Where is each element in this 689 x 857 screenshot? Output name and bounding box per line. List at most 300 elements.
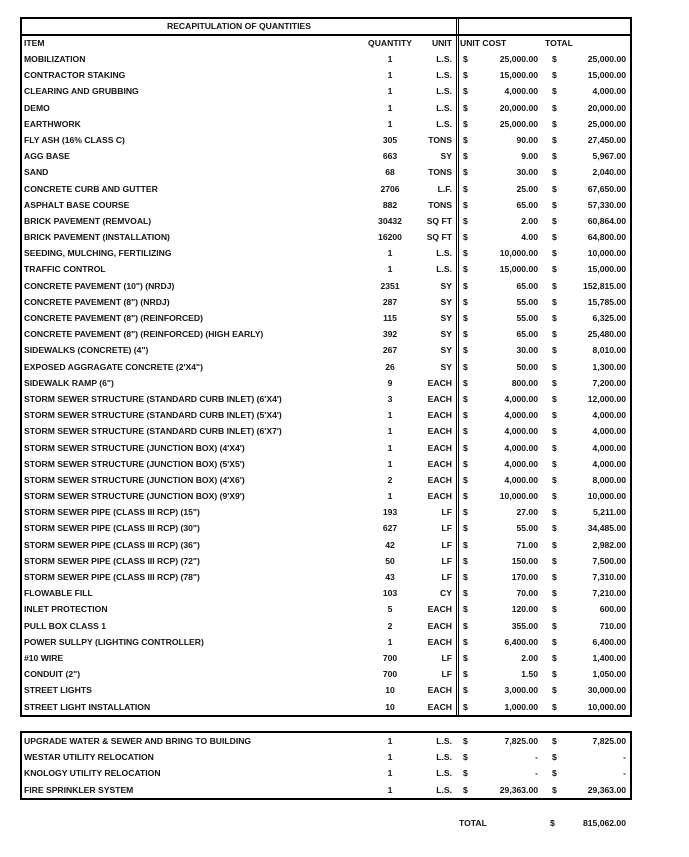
unit-cost-cell: 55.00 (516, 296, 538, 307)
unit-cell: SQ FT (426, 232, 452, 243)
unit-cell: L.S. (436, 102, 452, 113)
unit-cell: LF (441, 507, 452, 518)
total-currency: $ (552, 199, 557, 210)
unit-cost-cell: 2.00 (521, 215, 538, 226)
total-currency: $ (552, 86, 557, 97)
unit-cost-cell: 4,000.00 (504, 426, 538, 437)
total-cell: 5,211.00 (593, 507, 626, 518)
total-cell: 710.00 (599, 620, 626, 631)
quantity-cell: 1 (387, 410, 393, 421)
unit-cost-cell: 170.00 (511, 572, 538, 582)
header-quantity: QUANTITY (368, 38, 412, 48)
unit-cell: EACH (427, 442, 452, 453)
table-row (22, 440, 630, 456)
unit-cost-currency: $ (463, 134, 468, 145)
quantity-cell: 2706 (380, 183, 400, 194)
item-cell: CONCRETE PAVEMENT (8") (REINFORCED) (24, 313, 203, 323)
total-cell: 1,050.00 (592, 669, 626, 680)
unit-cell: L.F. (437, 183, 452, 194)
unit-cell: TONS (428, 167, 452, 178)
unit-cell: SY (440, 345, 452, 356)
unit-cell: LF (441, 669, 452, 680)
quantity-cell: 1 (387, 264, 393, 275)
total-currency: $ (552, 652, 557, 663)
unit-cell: EACH (427, 458, 452, 469)
quantity-cell: 287 (382, 296, 398, 307)
quantity-cell: 9 (387, 377, 393, 388)
unit-cost-cell: 29,363.00 (499, 784, 538, 795)
total-currency: $ (552, 426, 557, 437)
unit-cost-currency: $ (463, 555, 468, 566)
item-cell: STREET LIGHT INSTALLATION (24, 701, 151, 712)
quantity-cell: 43 (385, 572, 395, 582)
unit-cost-cell: 7,825.00 (504, 736, 538, 746)
total-cell: 7,500.00 (592, 555, 626, 566)
total-currency: $ (552, 377, 557, 388)
table-row (22, 278, 630, 294)
table-body (22, 51, 630, 715)
unit-cost-currency: $ (463, 118, 468, 129)
table-row (22, 51, 630, 67)
table-row (22, 569, 630, 585)
grand-total-currency: $ (550, 818, 555, 828)
unit-cost-currency: $ (463, 215, 468, 226)
total-currency: $ (552, 784, 557, 795)
total-cell: 5,967.00 (592, 151, 626, 162)
unit-cost-currency: $ (463, 377, 468, 388)
total-currency: $ (552, 361, 557, 372)
unit-cost-currency: $ (463, 523, 468, 534)
quantity-cell: 1 (387, 491, 393, 502)
table-row (22, 504, 630, 520)
table-row (22, 132, 630, 148)
quantity-cell: 3 (387, 393, 393, 404)
unit-cell: SY (440, 329, 452, 340)
unit-cell: L.S. (436, 752, 452, 763)
unit-cell: SY (440, 296, 452, 307)
table-row (22, 197, 630, 213)
unit-cost-cell: 65.00 (516, 329, 538, 340)
total-currency: $ (552, 539, 557, 550)
quantity-cell: 10 (385, 685, 395, 696)
total-currency: $ (552, 636, 557, 647)
unit-cost-cell: 4,000.00 (504, 86, 538, 97)
unit-cost-currency: $ (463, 70, 468, 81)
total-currency: $ (552, 183, 557, 194)
unit-cell: L.S. (436, 736, 452, 746)
unit-cost-cell: 800.00 (511, 377, 538, 388)
quantity-cell: 1 (387, 784, 393, 795)
header-item: ITEM (24, 38, 45, 48)
total-currency: $ (552, 393, 557, 404)
table-row (22, 181, 630, 197)
total-currency: $ (552, 329, 557, 340)
unit-cost-currency: $ (463, 393, 468, 404)
total-cell: 10,000.00 (587, 248, 626, 259)
unit-cell: EACH (427, 620, 452, 631)
unit-cost-currency: $ (463, 313, 468, 323)
quantity-cell: 1 (387, 54, 393, 64)
unit-cost-currency: $ (463, 442, 468, 453)
unit-cell: EACH (427, 701, 452, 712)
unit-cost-currency: $ (463, 701, 468, 712)
unit-cost-currency: $ (463, 636, 468, 647)
table-row (22, 342, 630, 358)
total-currency: $ (552, 264, 557, 275)
unit-cell: SY (440, 280, 452, 291)
quantity-cell: 1 (387, 752, 393, 763)
quantity-cell: 1 (387, 768, 393, 779)
total-currency: $ (552, 232, 557, 243)
unit-cost-currency: $ (463, 345, 468, 356)
table-row (22, 634, 630, 650)
item-cell: STORM SEWER STRUCTURE (STANDARD CURB INLET) (5'X4') (24, 410, 282, 421)
quantity-cell: 42 (385, 539, 395, 550)
quantity-cell: 882 (382, 199, 398, 210)
unit-cost-cell: 30.00 (516, 167, 538, 178)
total-currency: $ (552, 313, 557, 323)
total-cell: 600.00 (599, 604, 626, 615)
unit-cost-currency: $ (463, 296, 468, 307)
table-row (22, 650, 630, 666)
item-cell: SIDEWALKS (CONCRETE) (4") (24, 345, 149, 356)
unit-cost-currency: $ (463, 768, 468, 779)
total-currency: $ (552, 474, 557, 485)
item-cell: EXPOSED AGGRAGATE CONCRETE (2'X4") (24, 361, 203, 372)
unit-cost-cell: 25.00 (516, 183, 538, 194)
unit-cost-currency: $ (463, 685, 468, 696)
unit-cost-cell: 65.00 (516, 199, 538, 210)
unit-cost-cell: 120.00 (511, 604, 538, 615)
item-cell: BRICK PAVEMENT (INSTALLATION) (24, 232, 170, 243)
item-cell: FIRE SPRINKLER SYSTEM (24, 784, 134, 795)
total-cell: 7,200.00 (592, 377, 626, 388)
table-row (22, 310, 630, 326)
unit-cost-cell: 55.00 (516, 313, 538, 323)
total-cell: 4,000.00 (592, 458, 626, 469)
total-currency: $ (552, 102, 557, 113)
quantity-cell: 1 (387, 458, 393, 469)
unit-cost-cell: 355.00 (511, 620, 538, 631)
unit-cell: LF (441, 523, 452, 534)
unit-cost-cell: 2.00 (521, 652, 538, 663)
unit-cost-cell: 10,000.00 (499, 248, 538, 259)
total-cell: 8,010.00 (592, 345, 626, 356)
table-row (22, 100, 630, 116)
total-cell: 15,000.00 (587, 264, 626, 275)
unit-cost-currency: $ (463, 652, 468, 663)
quantity-cell: 103 (382, 588, 398, 599)
total-currency: $ (552, 345, 557, 356)
table-row (22, 229, 630, 245)
item-cell: STORM SEWER PIPE (CLASS III RCP) (15") (24, 507, 200, 518)
item-cell: STORM SEWER PIPE (CLASS III RCP) (78") (24, 572, 200, 582)
unit-cost-cell: 1.50 (521, 669, 538, 680)
total-currency: $ (552, 248, 557, 259)
unit-cost-cell: 15,000.00 (499, 70, 538, 81)
unit-cost-currency: $ (463, 539, 468, 550)
item-cell: SAND (24, 167, 49, 178)
table-row (22, 585, 630, 601)
item-cell: TRAFFIC CONTROL (24, 264, 106, 275)
table-row (22, 601, 630, 617)
unit-cell: SY (440, 313, 452, 323)
item-cell: FLY ASH (16% CLASS C) (24, 134, 125, 145)
table-row (22, 245, 630, 261)
total-currency: $ (552, 215, 557, 226)
table-row (22, 148, 630, 164)
quantity-cell: 2 (387, 620, 393, 631)
unit-cost-cell: 1,000.00 (504, 701, 538, 712)
total-currency: $ (552, 296, 557, 307)
table-row (22, 326, 630, 342)
quantity-cell: 627 (382, 523, 398, 534)
unit-cost-currency: $ (463, 199, 468, 210)
unit-cost-currency: $ (463, 507, 468, 518)
unit-cost-currency: $ (463, 280, 468, 291)
quantity-cell: 700 (382, 669, 398, 680)
item-cell: CONCRETE PAVEMENT (8") (REINFORCED) (HIGH EARLY) (24, 329, 264, 340)
table-row (22, 553, 630, 569)
unit-cost-cell: 4,000.00 (504, 474, 538, 485)
total-cell: 6,400.00 (592, 636, 626, 647)
header-total: TOTAL (545, 38, 573, 48)
quantity-cell: 1 (387, 736, 393, 746)
item-cell: WESTAR UTILITY RELOCATION (24, 752, 154, 763)
quantity-cell: 30432 (378, 215, 402, 226)
quantity-cell: 26 (385, 361, 395, 372)
unit-cost-cell: 4,000.00 (504, 458, 538, 469)
unit-cost-cell: 71.00 (516, 539, 538, 550)
item-cell: CONCRETE PAVEMENT (8") (NRDJ) (24, 296, 170, 307)
table-row (22, 682, 630, 698)
item-cell: MOBILIZATION (24, 54, 86, 64)
total-currency: $ (552, 685, 557, 696)
quantity-cell: 1 (387, 70, 393, 81)
title-row (22, 19, 630, 36)
unit-cost-cell: 4.00 (521, 232, 538, 243)
unit-cost-cell: 25,000.00 (499, 118, 538, 129)
unit-cost-cell: 15,000.00 (499, 264, 538, 275)
item-cell: ASPHALT BASE COURSE (24, 199, 130, 210)
total-currency: $ (552, 491, 557, 502)
item-cell: EARTHWORK (24, 118, 81, 129)
total-currency: $ (552, 736, 557, 746)
total-cell: 34,485.00 (587, 523, 626, 534)
quantity-cell: 68 (385, 167, 395, 178)
unit-cost-currency: $ (463, 232, 468, 243)
total-currency: $ (552, 572, 557, 582)
total-cell: 8,000.00 (592, 474, 626, 485)
total-cell: 10,000.00 (587, 701, 626, 712)
total-currency: $ (552, 458, 557, 469)
total-currency: $ (552, 507, 557, 518)
total-cell: - (623, 752, 626, 763)
unit-cell: L.S. (436, 54, 452, 64)
unit-cost-currency: $ (463, 426, 468, 437)
total-cell: 4,000.00 (592, 410, 626, 421)
unit-cost-currency: $ (463, 183, 468, 194)
item-cell: UPGRADE WATER & SEWER AND BRING TO BUILDING (24, 736, 252, 746)
unit-cost-cell: 27.00 (516, 507, 538, 518)
quantity-cell: 1 (387, 86, 393, 97)
item-cell: STORM SEWER STRUCTURE (JUNCTION BOX) (5'X5') (24, 458, 245, 469)
total-currency: $ (552, 410, 557, 421)
item-cell: BRICK PAVEMENT (REMVOAL) (24, 215, 152, 226)
unit-cost-cell: 150.00 (511, 555, 538, 566)
total-cell: 6,325.00 (592, 313, 626, 323)
item-cell: STORM SEWER STRUCTURE (JUNCTION BOX) (4'X6') (24, 474, 245, 485)
unit-cell: L.S. (436, 264, 452, 275)
unit-cell: EACH (427, 491, 452, 502)
total-cell: 7,210.00 (592, 588, 626, 599)
item-cell: SEEDING, MULCHING, FERTILIZING (24, 248, 172, 259)
total-currency: $ (552, 669, 557, 680)
unit-cost-cell: 9.00 (521, 151, 538, 162)
total-currency: $ (552, 752, 557, 763)
unit-cell: L.S. (436, 86, 452, 97)
unit-cell: LF (441, 555, 452, 566)
unit-cost-currency: $ (463, 588, 468, 599)
unit-cost-cell: 3,000.00 (504, 685, 538, 696)
unit-cost-currency: $ (463, 264, 468, 275)
additional-items-table (20, 731, 632, 800)
table-row (22, 407, 630, 423)
unit-cost-cell: - (535, 752, 538, 763)
unit-cost-cell: 20,000.00 (499, 102, 538, 113)
quantity-cell: 2 (387, 474, 393, 485)
quantity-cell: 392 (382, 329, 398, 340)
item-cell: DEMO (24, 102, 50, 113)
table-row (22, 488, 630, 504)
item-cell: SIDEWALK RAMP (6") (24, 377, 114, 388)
total-cell: 7,825.00 (592, 736, 626, 746)
total-currency: $ (552, 442, 557, 453)
total-cell: 4,000.00 (592, 442, 626, 453)
unit-cost-currency: $ (463, 784, 468, 795)
total-cell: 67,650.00 (587, 183, 626, 194)
total-cell: 12,000.00 (587, 393, 626, 404)
quantity-cell: 193 (382, 507, 398, 518)
table-row (22, 456, 630, 472)
quantity-cell: 1 (387, 102, 393, 113)
quantity-cell: 663 (382, 151, 398, 162)
unit-cost-currency: $ (463, 572, 468, 582)
table-row (22, 294, 630, 310)
item-cell: CONCRETE PAVEMENT (10") (NRDJ) (24, 280, 175, 291)
total-currency: $ (552, 604, 557, 615)
quantity-cell: 115 (383, 313, 397, 323)
table-row (22, 699, 630, 715)
grand-total-value: 815,062.00 (582, 818, 626, 828)
unit-cost-cell: 4,000.00 (504, 393, 538, 404)
unit-cost-currency: $ (463, 669, 468, 680)
item-cell: STORM SEWER STRUCTURE (JUNCTION BOX) (4'X4') (24, 442, 245, 453)
total-cell: 7,310.00 (592, 572, 626, 582)
total-currency: $ (552, 54, 557, 64)
unit-cell: SY (440, 151, 452, 162)
table-row (22, 537, 630, 553)
total-currency: $ (552, 167, 557, 178)
total-cell: 60,864.00 (587, 215, 626, 226)
item-cell: #10 WIRE (24, 652, 64, 663)
table-row (22, 782, 630, 798)
table-row (22, 359, 630, 375)
unit-cost-currency: $ (463, 361, 468, 372)
unit-cost-cell: 90.00 (516, 134, 538, 145)
unit-cell: LF (441, 539, 452, 550)
item-cell: STORM SEWER STRUCTURE (STANDARD CURB INLET) (6'X4') (24, 393, 282, 404)
total-cell: 30,000.00 (587, 685, 626, 696)
grand-total-label: TOTAL (459, 818, 487, 828)
table-row (22, 391, 630, 407)
table-row (22, 749, 630, 765)
quantity-cell: 305 (382, 134, 398, 145)
unit-cost-cell: 50.00 (516, 361, 538, 372)
item-cell: CONDUIT (2") (24, 669, 81, 680)
item-cell: FLOWABLE FILL (24, 588, 93, 599)
unit-cost-currency: $ (463, 458, 468, 469)
unit-cost-cell: - (535, 768, 538, 779)
table-row (22, 261, 630, 277)
unit-cell: SY (440, 361, 452, 372)
unit-cell: TONS (428, 199, 452, 210)
unit-cell: L.S. (436, 70, 452, 81)
header-row (22, 36, 630, 51)
unit-cell: EACH (427, 410, 452, 421)
unit-cell: EACH (427, 604, 452, 615)
item-cell: CLEARING AND GRUBBING (24, 86, 139, 97)
total-cell: 64,800.00 (587, 232, 626, 243)
table-row (22, 472, 630, 488)
unit-cost-currency: $ (463, 54, 468, 64)
unit-cost-currency: $ (463, 102, 468, 113)
table-row (22, 666, 630, 682)
total-cell: 4,000.00 (592, 86, 626, 97)
unit-cost-currency: $ (463, 86, 468, 97)
item-cell: STORM SEWER PIPE (CLASS III RCP) (72") (24, 555, 200, 566)
quantity-cell: 1 (387, 442, 393, 453)
item-cell: INLET PROTECTION (24, 604, 108, 615)
unit-cost-cell: 25,000.00 (499, 54, 538, 64)
item-cell: STORM SEWER PIPE (CLASS III RCP) (36") (24, 539, 200, 550)
total-currency: $ (552, 280, 557, 291)
total-cell: 29,363.00 (587, 784, 626, 795)
total-currency: $ (552, 588, 557, 599)
item-cell: STORM SEWER PIPE (CLASS III RCP) (30") (24, 523, 200, 534)
additional-items-body (22, 733, 630, 798)
unit-cell: EACH (427, 377, 452, 388)
quantity-cell: 700 (382, 652, 398, 663)
quantity-cell: 1 (387, 118, 393, 129)
total-cell: 4,000.00 (592, 426, 626, 437)
unit-cost-currency: $ (463, 248, 468, 259)
table-row (22, 213, 630, 229)
total-cell: 57,330.00 (587, 199, 626, 210)
total-currency: $ (552, 523, 557, 534)
unit-cost-currency: $ (463, 410, 468, 421)
unit-cell: EACH (427, 393, 452, 404)
unit-cell: EACH (427, 636, 452, 647)
unit-cell: LF (441, 652, 452, 663)
table-row (22, 67, 630, 83)
table-row (22, 83, 630, 99)
table-title: RECAPITULATION OF QUANTITIES (166, 21, 312, 31)
unit-cost-currency: $ (463, 329, 468, 340)
unit-cost-cell: 55.00 (516, 523, 538, 534)
item-cell: AGG BASE (24, 151, 70, 162)
table-row (22, 765, 630, 781)
